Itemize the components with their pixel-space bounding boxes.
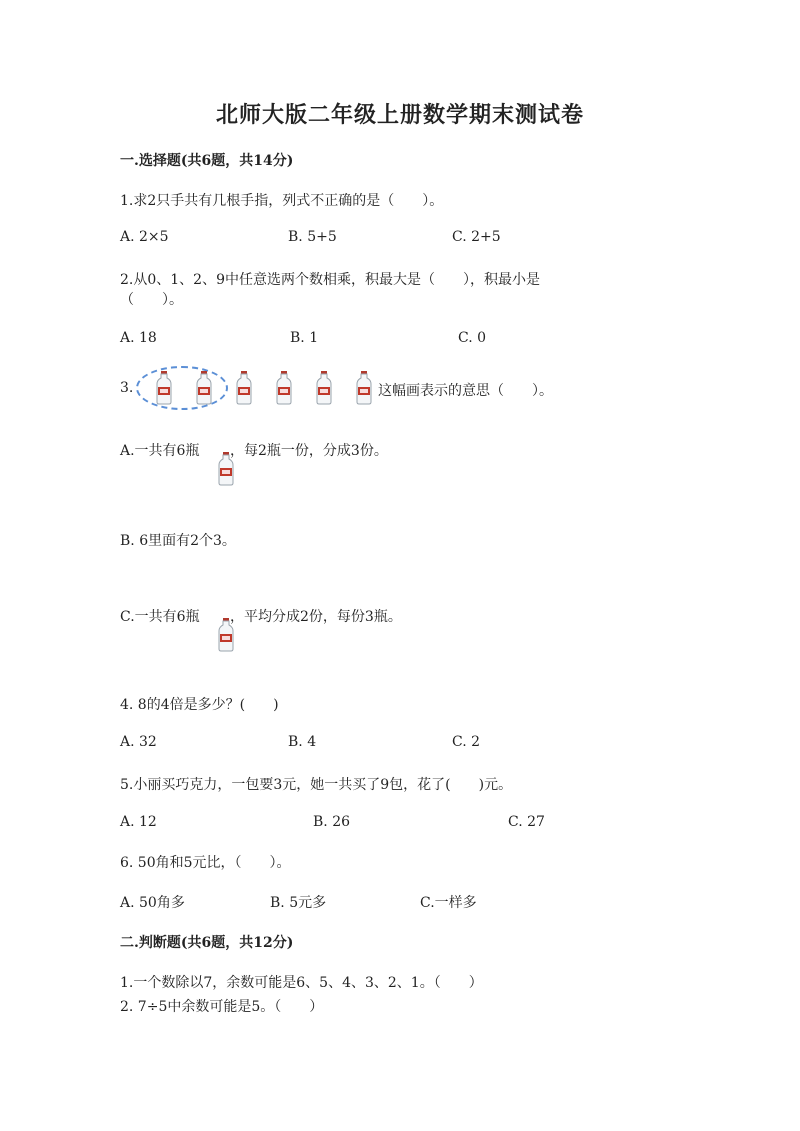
section-heading-choice: 一.选择题(共6题，共14分) [120, 153, 294, 169]
bottle-icon [315, 371, 333, 405]
q4-option-c: C. 2 [452, 734, 481, 750]
q1-option-c: C. 2+5 [452, 229, 501, 245]
bottle-icon [155, 371, 173, 405]
bottle-icon [235, 371, 253, 405]
grouping-ellipse [136, 366, 228, 410]
q3-option-a-rest: ，每2瓶一份，分成3份。 [230, 443, 388, 459]
q2-option-a: A. 18 [120, 330, 157, 346]
bottle-icon [195, 371, 213, 405]
q2-option-b: B. 1 [290, 330, 319, 346]
q1-option-b: B. 5+5 [288, 229, 337, 245]
q5-option-c: C. 27 [508, 814, 545, 830]
q1-option-a: A. 2×5 [120, 229, 169, 245]
q4-option-b: B. 4 [288, 734, 317, 750]
page-title: 北师大版二年级上册数学期末测试卷 [215, 102, 584, 128]
q3-option-b: B. 6里面有2个3。 [120, 533, 236, 549]
question-1: 1.求2只手共有几根手指，列式不正确的是（ ）。 [120, 193, 444, 209]
question-2: 2.从0、1、2、9中任意选两个数相乘，积最大是（ ），积最小是 [120, 272, 540, 288]
question-5: 5.小丽买巧克力，一包要3元，她一共买了9包，花了( )元。 [120, 777, 513, 793]
q5-option-a: A. 12 [120, 814, 157, 830]
bottle-icon [355, 371, 373, 405]
q3-option-c-rest: ，平均分成2份，每份3瓶。 [230, 609, 402, 625]
question-4: 4. 8的4倍是多少？( ) [120, 697, 279, 713]
q6-option-a: A. 50角多 [120, 895, 185, 911]
question-6: 6. 50角和5元比，（ ）。 [120, 855, 291, 871]
q6-option-c: C.一样多 [420, 895, 477, 911]
q3-option-c: C.一共有6瓶 [120, 609, 200, 625]
q4-option-a: A. 32 [120, 734, 157, 750]
question-3: 这幅画表示的意思（ ）。 [378, 383, 553, 399]
q3-option-a: A.一共有6瓶 [120, 443, 200, 459]
q5-option-b: B. 26 [313, 814, 351, 830]
bottle-icon [275, 371, 293, 405]
question-3-number: 3. [120, 380, 134, 396]
question-2-continued: （ ）。 [120, 292, 183, 308]
q2-option-c: C. 0 [458, 330, 487, 346]
judgement-question-1: 1.一个数除以7，余数可能是6、5、4、3、2、1。（ ） [120, 975, 483, 991]
judgement-question-2: 2. 7÷5中余数可能是5。（ ） [120, 999, 324, 1015]
q6-option-b: B. 5元多 [270, 895, 327, 911]
section-heading-judgement: 二.判断题(共6题，共12分) [120, 935, 294, 951]
